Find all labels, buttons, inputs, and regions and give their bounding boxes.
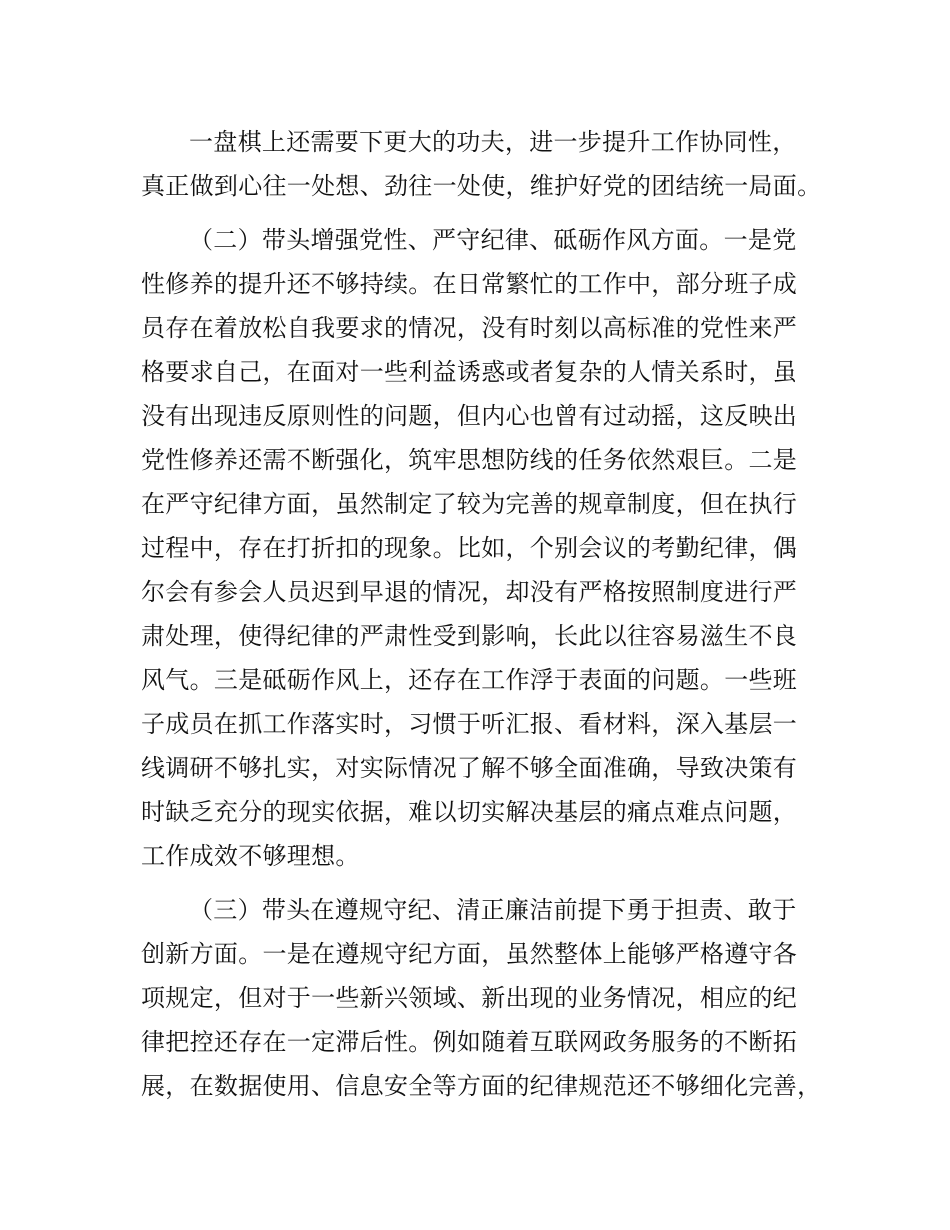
text-line: 时缺乏充分的现实依据，难以切实解决基层的痛点难点问题， bbox=[141, 798, 798, 826]
paragraph-continuation bbox=[141, 120, 831, 208]
text-line: 工作成效不够理想。 bbox=[141, 842, 360, 870]
section-heading-line: （三）带头在遵规守纪、清正廉洁前提下勇于担责、敢于 bbox=[189, 896, 797, 924]
text-line: 真正做到心往一处想、劲往一处使，维护好党的团结统一局面。 bbox=[141, 172, 822, 200]
text-line: 党性修养还需不断强化，筑牢思想防线的任务依然艰巨。二是 bbox=[141, 446, 798, 474]
text-line: 风气。三是砥砺作风上，还存在工作浮于表面的问题。一些班 bbox=[141, 666, 798, 694]
text-line: 性修养的提升还不够持续。在日常繁忙的工作中，部分班子成 bbox=[141, 270, 798, 298]
text-line: 肃处理，使得纪律的严肃性受到影响，长此以往容易滋生不良 bbox=[141, 622, 798, 650]
text-line: 展，在数据使用、信息安全等方面的纪律规范还不够细化完善， bbox=[141, 1072, 822, 1100]
text-line: 一盘棋上还需要下更大的功夫，进一步提升工作协同性， bbox=[189, 128, 797, 156]
text-line: 子成员在抓工作落实时，习惯于听汇报、看材料，深入基层一 bbox=[141, 710, 798, 738]
text-line: 格要求自己，在面对一些利益诱惑或者复杂的人情关系时，虽 bbox=[141, 358, 798, 386]
text-line: 在严守纪律方面，虽然制定了较为完善的规章制度，但在执行 bbox=[141, 490, 798, 518]
text-line: 员存在着放松自我要求的情况，没有时刻以高标准的党性来严 bbox=[141, 314, 798, 342]
document-body bbox=[141, 120, 831, 1108]
text-line: 创新方面。一是在遵规守纪方面，虽然整体上能够严格遵守各 bbox=[141, 940, 798, 968]
section-heading-line: （二）带头增强党性、严守纪律、砥砺作风方面。一是党 bbox=[189, 226, 797, 254]
paragraph-gap bbox=[141, 878, 831, 888]
text-line: 项规定，但对于一些新兴领域、新出现的业务情况，相应的纪 bbox=[141, 984, 798, 1012]
text-line: 没有出现违反原则性的问题，但内心也曾有过动摇，这反映出 bbox=[141, 402, 798, 430]
text-line: 律把控还存在一定滞后性。例如随着互联网政务服务的不断拓 bbox=[141, 1028, 798, 1056]
text-line: 尔会有参会人员迟到早退的情况，却没有严格按照制度进行严 bbox=[141, 578, 798, 606]
paragraph-section-2 bbox=[141, 218, 831, 878]
text-line: 过程中，存在打折扣的现象。比如，个别会议的考勤纪律，偶 bbox=[141, 534, 798, 562]
paragraph-gap bbox=[141, 208, 831, 218]
paragraph-section-3 bbox=[141, 888, 831, 1108]
text-line: 线调研不够扎实，对实际情况了解不够全面准确，导致决策有 bbox=[141, 754, 798, 782]
